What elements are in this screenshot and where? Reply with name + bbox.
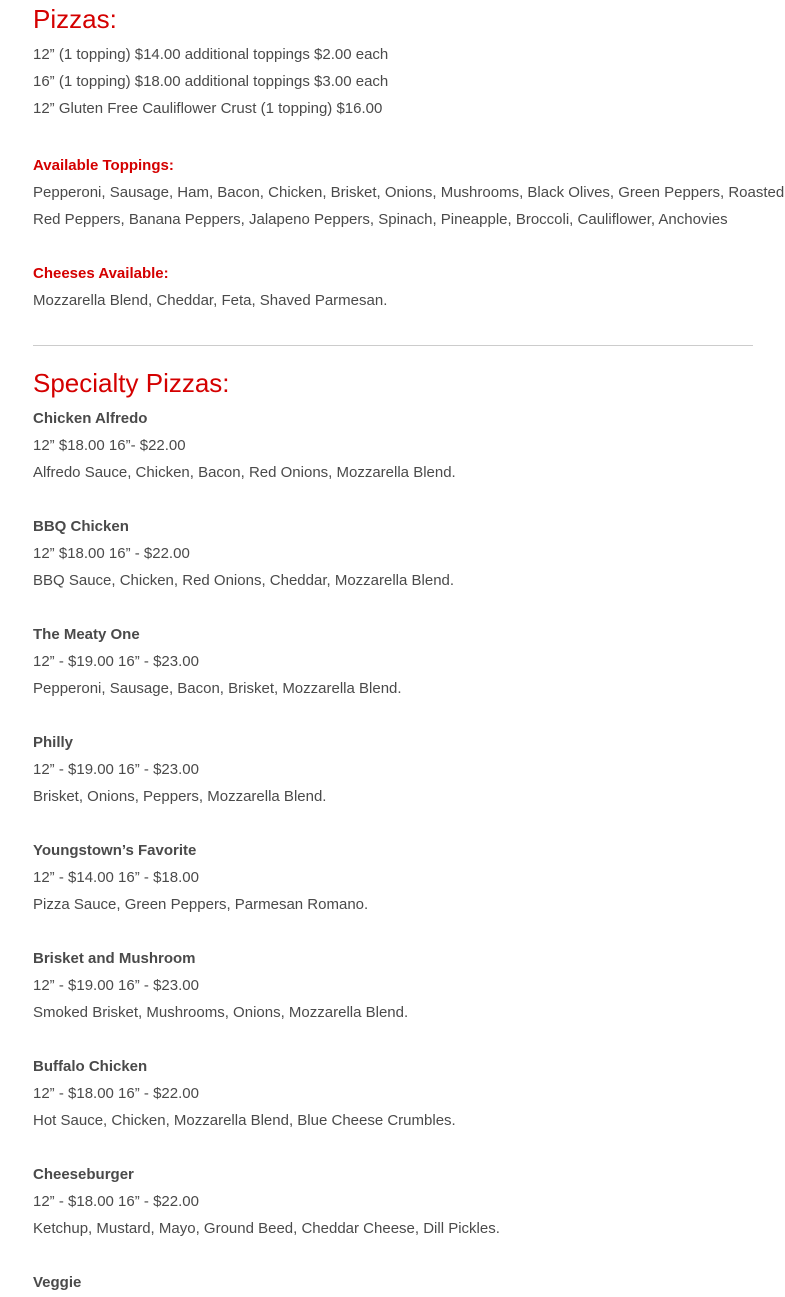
size-line: 12” (1 topping) $14.00 additional toppings $2.00 each bbox=[33, 46, 389, 63]
size-line: 16” (1 topping) $18.00 additional toppings $3.00 each bbox=[33, 73, 389, 90]
pizza-name: The Meaty One bbox=[33, 626, 140, 643]
specialty-item bbox=[33, 837, 753, 918]
pizza-description: Hot Sauce, Chicken, Mozzarella Blend, Blue Cheese Crumbles. bbox=[33, 1112, 456, 1129]
pizza-name: Chicken Alfredo bbox=[33, 410, 148, 427]
pizza-price: 12” - $14.00 16” - $18.00 bbox=[33, 869, 199, 886]
pizza-name: Buffalo Chicken bbox=[33, 1058, 148, 1075]
toppings-list-line: Pepperoni, Sausage, Ham, Bacon, Chicken, Brisket, Onions, Mushrooms, Black Olives, Green Peppers, Roasted bbox=[33, 184, 785, 201]
specialty-item bbox=[33, 729, 753, 810]
specialty-heading: Specialty Pizzas: bbox=[33, 368, 230, 398]
specialty-item bbox=[33, 513, 753, 594]
pizza-description: Brisket, Onions, Peppers, Mozzarella Blend. bbox=[33, 788, 327, 805]
specialty-item bbox=[33, 1269, 753, 1296]
pizza-price: 12” - $19.00 16” - $23.00 bbox=[33, 977, 199, 994]
pizza-description: Pepperoni, Sausage, Bacon, Brisket, Mozzarella Blend. bbox=[33, 680, 402, 697]
pizza-price: 12” - $18.00 16” - $22.00 bbox=[33, 1085, 199, 1102]
pizza-description: BBQ Sauce, Chicken, Red Onions, Cheddar, Mozzarella Blend. bbox=[33, 572, 455, 589]
pizza-price: 12” - $19.00 16” - $23.00 bbox=[33, 761, 199, 778]
pizza-name: Philly bbox=[33, 734, 74, 751]
cheeses-list: Mozzarella Blend, Cheddar, Feta, Shaved Parmesan. bbox=[33, 292, 388, 309]
pizza-description: Ketchup, Mustard, Mayo, Ground Beed, Cheddar Cheese, Dill Pickles. bbox=[33, 1220, 500, 1237]
toppings-list-line: Red Peppers, Banana Peppers, Jalapeno Peppers, Spinach, Pineapple, Broccoli, Cauliflower, Anchovies bbox=[33, 211, 728, 228]
pizza-price: 12” - $18.00 16” - $22.00 bbox=[33, 1193, 199, 1210]
specialty-item bbox=[33, 405, 753, 486]
pizza-description: Pizza Sauce, Green Peppers, Parmesan Romano. bbox=[33, 896, 369, 913]
toppings-label: Available Toppings: bbox=[33, 157, 174, 174]
section-divider bbox=[33, 345, 753, 346]
toppings-section bbox=[33, 152, 785, 233]
cheeses-label: Cheeses Available: bbox=[33, 265, 169, 282]
pizza-name: BBQ Chicken bbox=[33, 518, 129, 535]
pizza-name: Veggie bbox=[33, 1274, 82, 1291]
pizzas-heading: Pizzas: bbox=[33, 4, 117, 34]
pizza-description: Smoked Brisket, Mushrooms, Onions, Mozzarella Blend. bbox=[33, 1004, 409, 1021]
pizza-name: Brisket and Mushroom bbox=[33, 950, 196, 967]
size-line: 12” Gluten Free Cauliflower Crust (1 topping) $16.00 bbox=[33, 100, 383, 117]
specialty-item bbox=[33, 1161, 753, 1242]
pizza-price: 12” $18.00 16” - $22.00 bbox=[33, 545, 190, 562]
pizza-sizes bbox=[33, 41, 753, 122]
specialty-item bbox=[33, 621, 753, 702]
pizza-description: Alfredo Sauce, Chicken, Bacon, Red Onions, Mozzarella Blend. bbox=[33, 464, 456, 481]
pizza-price: 12” $18.00 16”- $22.00 bbox=[33, 437, 186, 454]
specialty-item bbox=[33, 945, 753, 1026]
pizza-name: Cheeseburger bbox=[33, 1166, 134, 1183]
pizza-name: Youngstown’s Favorite bbox=[33, 842, 197, 859]
specialty-item bbox=[33, 1053, 753, 1134]
cheeses-section bbox=[33, 260, 753, 314]
pizza-price: 12” - $19.00 16” - $23.00 bbox=[33, 653, 199, 670]
